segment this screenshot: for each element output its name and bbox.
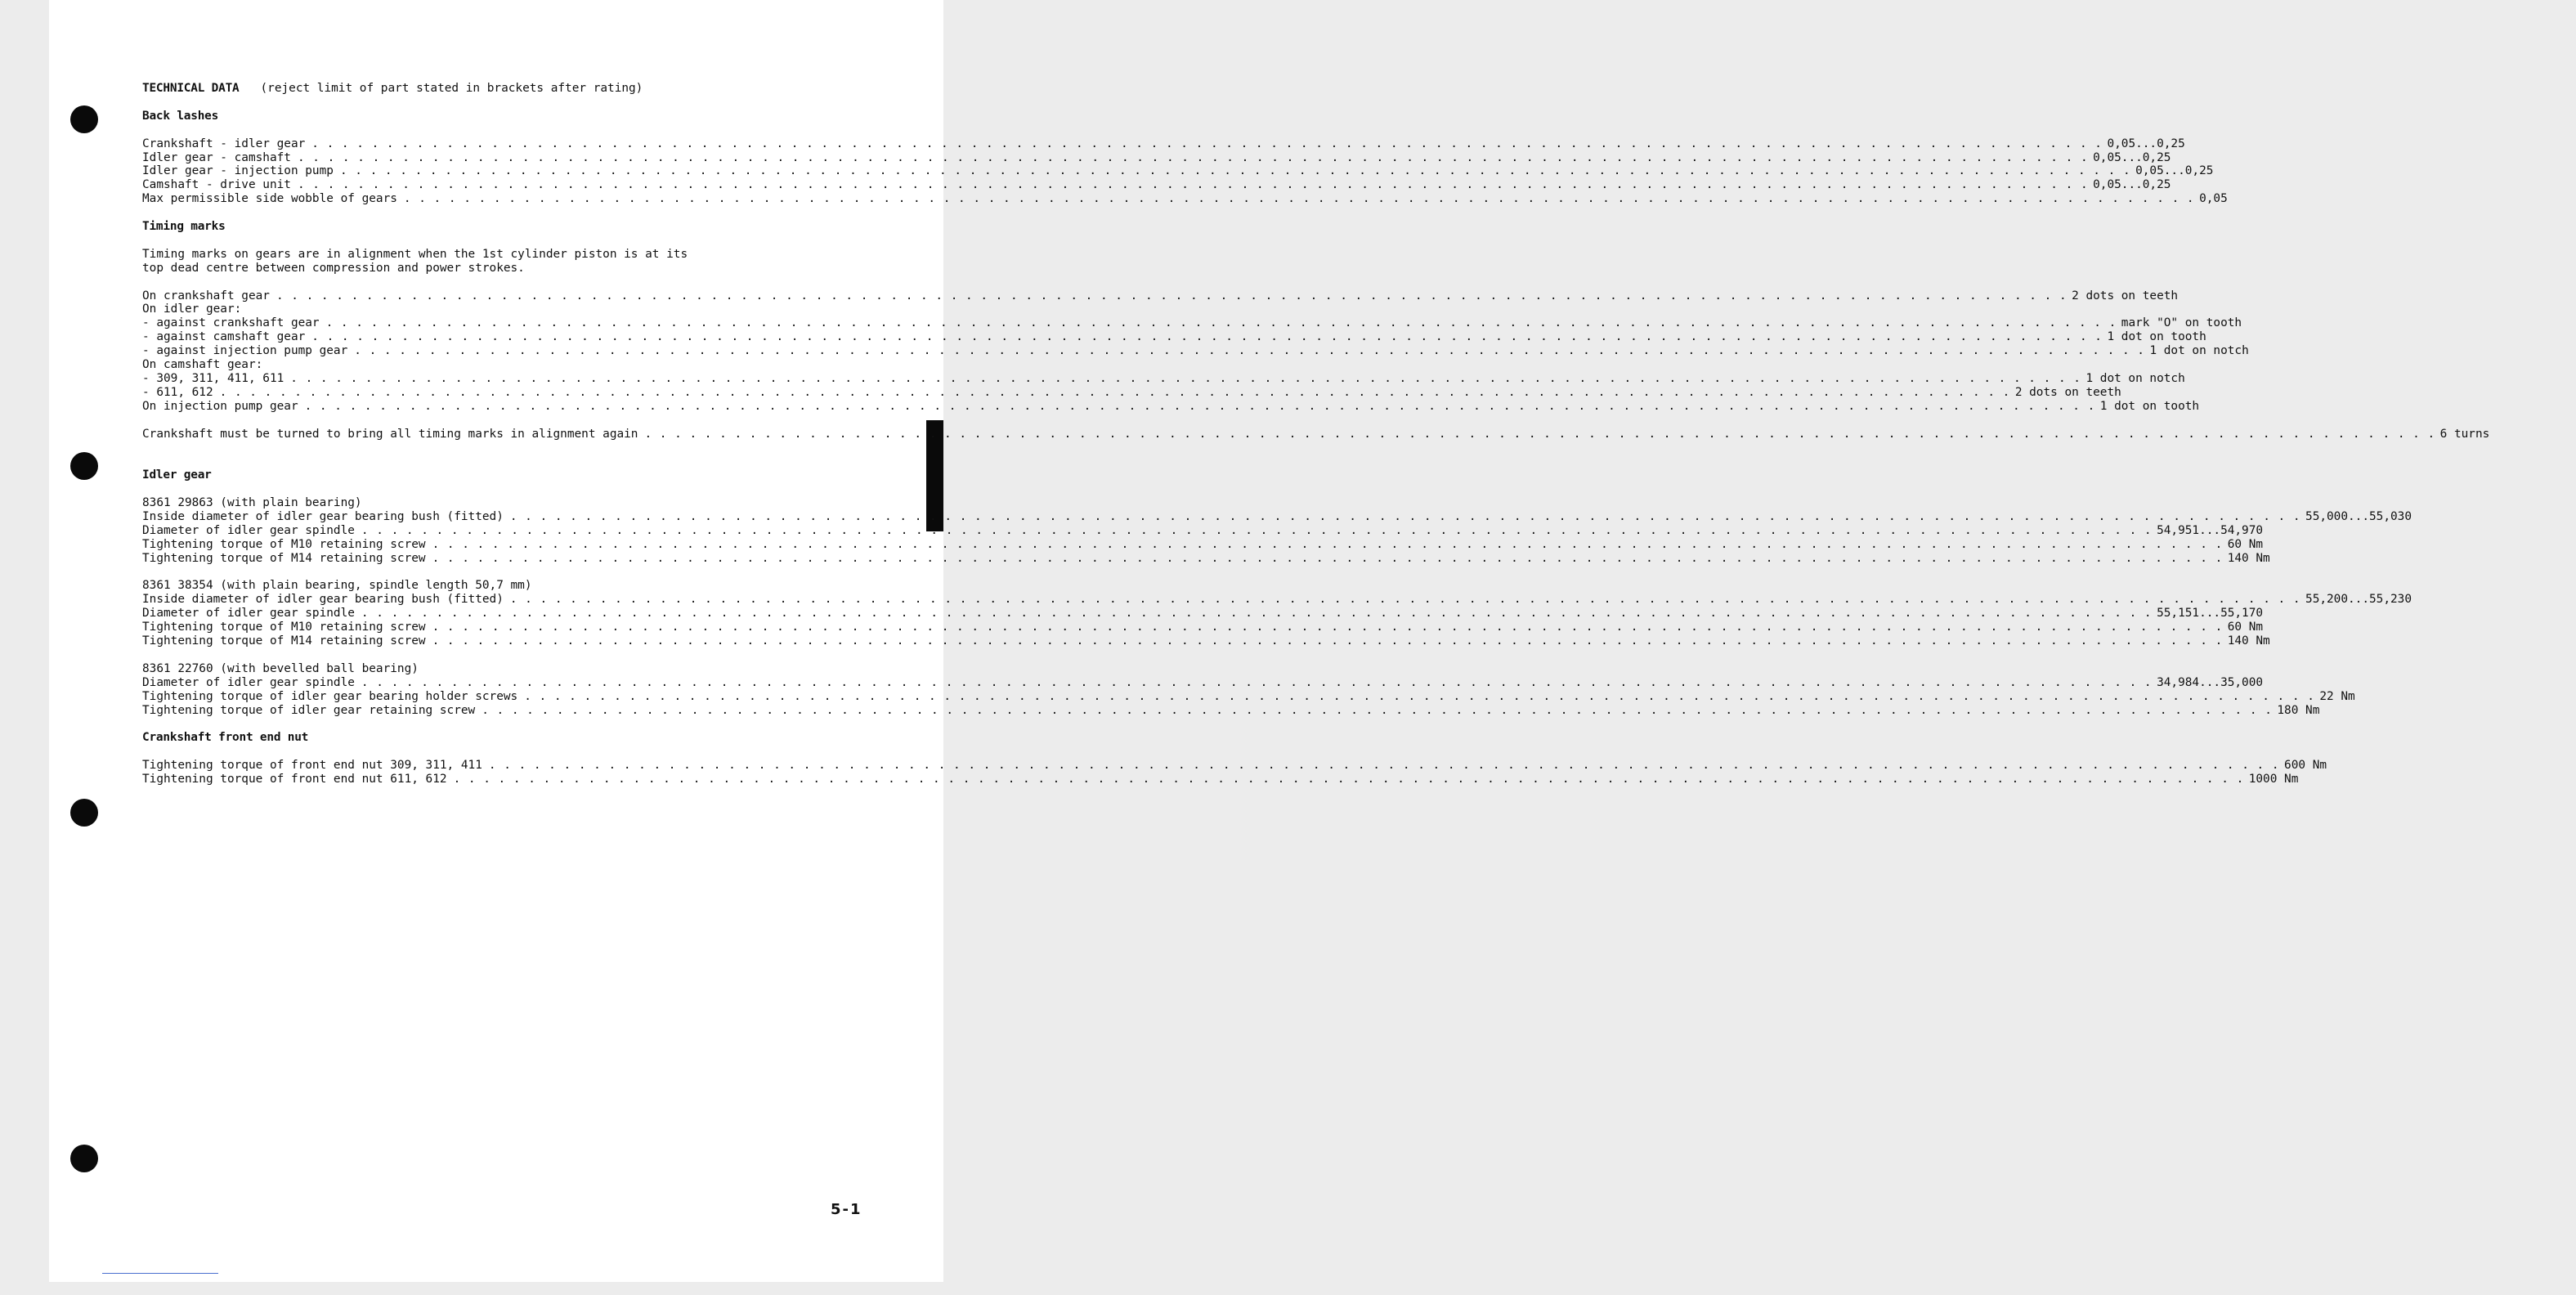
spec-value: 60 Nm (2227, 537, 2264, 551)
spec-value: 0,05...0,25 (2093, 178, 2171, 192)
spec-label: Tightening torque of M10 retaining screw (142, 537, 426, 551)
spec-row (142, 178, 2171, 192)
dot-leader: . . . . . . . . . . . . . . . . . . . . . . . . . . . . . . . . . . . . . . . . . . . . . . . . . . . . . . . . . . . . . . . . . . . . . . . . . . . . . . . . . . . . . . . . . . . . . . . . . . . . . . . . . . . . . . . . . . . . . . . . (304, 399, 2095, 413)
dot-leader: . . . . . . . . . . . . . . . . . . . . . . . . . . . . . . . . . . . . . . . . . . . . . . . . . . . . . . . . . . . . . . . . . . . . . . . . . . . . . . . . . . . . . . . . . . . . . . . . . . . . . . . . . . . . . . . . . . . . . . . . (361, 607, 2153, 621)
part-number-line: 8361 22760 (with bevelled ball bearing) (142, 661, 419, 675)
spec-row (142, 593, 2412, 607)
spec-label: Diameter of idler gear spindle (142, 523, 355, 537)
spec-row (142, 523, 2264, 538)
spec-value: 0,05...0,25 (2093, 150, 2171, 164)
spec-row (142, 399, 2200, 414)
spec-row (142, 344, 2249, 358)
spec-value: 1000 Nm (2248, 773, 2299, 786)
dot-leader: . . . . . . . . . . . . . . . . . . . . . . . . . . . . . . . . . . . . . . . . . . . . . . . . . . . . . . . . . . . . . . . . . . . . . . . . . . . . . . . . . . . . . . . . . . . . . . . . . . . . . . . . . . . . . . . . . . . . . . . . (482, 703, 2273, 717)
binder-hole (70, 799, 98, 827)
spec-value: 22 Nm (2319, 689, 2355, 703)
part-number-line: 8361 29863 (with plain bearing) (142, 496, 362, 510)
spec-row (142, 689, 2355, 704)
spec-label: Diameter of idler gear spindle (142, 675, 355, 689)
spec-row (142, 537, 2264, 552)
part-number-line: 8361 38354 (with plain bearing, spindle length 50,7 mm) (142, 579, 532, 593)
dot-leader: . . . . . . . . . . . . . . . . . . . . . . . . . . . . . . . . . . . . . . . . . . . . . . . . . . . . . . . . . . . . . . . . . . . . . . . . . . . . . . . . . . . . . . . . . . . . . . . . . . . . . . . . . . . . . . . . . . . . . . . . (276, 289, 2068, 302)
dot-leader: . . . . . . . . . . . . . . . . . . . . . . . . . . . . . . . . . . . . . . . . . . . . . . . . . . . . . . . . . . . . . . . . . . . . . . . . . . . . . . . . . . . . . . . . . . . . . . . . . . . . . . . . . . . . . . . . . . . . . . . . (432, 551, 2223, 565)
dot-leader: . . . . . . . . . . . . . . . . . . . . . . . . . . . . . . . . . . . . . . . . . . . . . . . . . . . . . . . . . . . . . . . . . . . . . . . . . . . . . . . . . . . . . . . . . . . . . . . . . . . . . . . . . . . . . . . . . . . . . . . . (361, 523, 2153, 537)
spec-label: Idler gear - camshaft (142, 150, 291, 164)
spec-value: 0,05...0,25 (2107, 137, 2185, 150)
section-heading-crankshaft-nut: Crankshaft front end nut (142, 731, 309, 745)
spec-value: 6 turns (2439, 427, 2490, 441)
dot-leader: . . . . . . . . . . . . . . . . . . . . . . . . . . . . . . . . . . . . . . . . . . . . . . . . . . . . . . . . . . . . . . . . . . . . . . . . . . . . . . . . . . . . . . . . . . . . . . . . . . . . . . . . . . . . . . . . . . . . . . . . (432, 537, 2223, 551)
spec-label: - 309, 311, 411, 611 (142, 371, 284, 385)
spec-value: 55,200...55,230 (2305, 593, 2412, 607)
binder-hole (70, 1145, 98, 1172)
spec-label: Diameter of idler gear spindle (142, 607, 355, 621)
page-number: 5-1 (831, 1201, 862, 1218)
document-header (142, 82, 862, 96)
dot-leader: . . . . . . . . . . . . . . . . . . . . . . . . . . . . . . . . . . . . . . . . . . . . . . . . . . . . . . . . . . . . . . . . . . . . . . . . . . . . . . . . . . . . . . . . . . . . . . . . . . . . . . . . . . . . . . . . . . . . . . . . (361, 675, 2153, 689)
binder-hole (70, 452, 98, 480)
spec-label: Tightening torque of M10 retaining screw (142, 621, 426, 634)
spec-value: 1 dot on tooth (2107, 330, 2206, 344)
spec-row (142, 164, 2214, 178)
spec-value: 1 dot on notch (2149, 344, 2249, 358)
spec-label: Tightening torque of front end nut 309, 311, 411 (142, 759, 482, 773)
spec-value: 1 dot on notch (2085, 371, 2185, 385)
dot-leader: . . . . . . . . . . . . . . . . . . . . . . . . . . . . . . . . . . . . . . . . . . . . . . . . . . . . . . . . . . . . . . . . . . . . . . . . . . . . . . . . . . . . . . . . . . . . . . . . . . . . . . . . . . . . . . . . . . . . . . . . (339, 164, 2131, 178)
spec-label: On crankshaft gear (142, 289, 270, 302)
spec-row (142, 509, 2412, 524)
spec-label: - against crankshaft gear (142, 316, 320, 330)
spec-label: Tightening torque of front end nut 611, 612 (142, 773, 447, 786)
spec-row (142, 137, 2185, 151)
dot-leader: . . . . . . . . . . . . . . . . . . . . . . . . . . . . . . . . . . . . . . . . . . . . . . . . . . . . . . . . . . . . . . . . . . . . . . . . . . . . . . . . . . . . . . . . . . . . . . . . . . . . . . . . . . . . . . . . . . . . . . . . (290, 371, 2081, 385)
dot-leader: . . . . . . . . . . . . . . . . . . . . . . . . . . . . . . . . . . . . . . . . . . . . . . . . . . . . . . . . . . . . . . . . . . . . . . . . . . . . . . . . . . . . . . . . . . . . . . . . . . . . . . . . . . . . . . . . . . . . . . . . (325, 316, 2117, 330)
spec-label: Camshaft - drive unit (142, 178, 291, 192)
spec-value: 2 dots on teeth (2014, 385, 2121, 399)
spec-row (142, 330, 2206, 344)
dot-leader: . . . . . . . . . . . . . . . . . . . . . . . . . . . . . . . . . . . . . . . . . . . . . . . . . . . . . . . . . . . . . . . . . . . . . . . . . . . . . . . . . . . . . . . . . . . . . . . . . . . . . . . . . . . . . . . . . . . . . . . . (297, 150, 2089, 164)
spec-value: mark "O" on tooth (2121, 316, 2242, 330)
spec-label: Tightening torque of M14 retaining screw (142, 551, 426, 565)
spec-row (142, 607, 2264, 621)
subgroup-label: On idler gear: (142, 302, 242, 316)
spec-label: Inside diameter of idler gear bearing bush (fitted) (142, 593, 504, 607)
spec-row (142, 371, 2185, 386)
spec-label: Crankshaft - idler gear (142, 137, 306, 150)
document-body (142, 82, 2490, 786)
dot-leader: . . . . . . . . . . . . . . . . . . . . . . . . . . . . . . . . . . . . . . . . . . . . . . . . . . . . . . . . . . . . . . . . . . . . . . . . . . . . . . . . . . . . . . . . . . . . . . . . . . . . . . . . . . . . . . . . . . . . . . . . (311, 137, 2103, 150)
paragraph-line: top dead centre between compression and power strokes. (142, 261, 525, 275)
dot-leader: . . . . . . . . . . . . . . . . . . . . . . . . . . . . . . . . . . . . . . . . . . . . . . . . . . . . . . . . . . . . . . . . . . . . . . . . . . . . . . . . . . . . . . . . . . . . . . . . . . . . . . . . . . . . . . . . . . . . . . . . (432, 621, 2223, 634)
spec-row (142, 427, 2490, 441)
dot-leader: . . . . . . . . . . . . . . . . . . . . . . . . . . . . . . . . . . . . . . . . . . . . . . . . . . . . . . . . . . . . . . . . . . . . . . . . . . . . . . . . . . . . . . . . . . . . . . . . . . . . . . . . . . . . . . . . . . . . . . . . (488, 759, 2280, 773)
spec-row (142, 150, 2171, 165)
spec-value: 54,951...54,970 (2157, 523, 2264, 537)
spec-label: Inside diameter of idler gear bearing bush (fitted) (142, 509, 504, 523)
spec-label: Max permissible side wobble of gears (142, 192, 397, 206)
document-subtitle: (reject limit of part stated in brackets after rating) (260, 82, 643, 95)
spec-label: Tightening torque of idler gear bearing holder screws (142, 689, 518, 703)
section-heading-back-lashes: Back lashes (142, 109, 219, 123)
spec-row (142, 385, 2121, 400)
section-heading-timing-marks: Timing marks (142, 220, 226, 234)
spec-row (142, 621, 2264, 634)
spec-value: 600 Nm (2284, 759, 2327, 773)
spec-value: 34,984...35,000 (2157, 675, 2264, 689)
spec-value: 55,000...55,030 (2305, 509, 2412, 523)
spec-label: Crankshaft must be turned to bring all timing marks in alignment again (142, 427, 638, 441)
section-heading-idler-gear: Idler gear (142, 468, 212, 482)
spec-value: 0,05 (2199, 192, 2228, 206)
spec-row (142, 703, 2320, 718)
spec-row (142, 759, 2327, 773)
spec-value: 180 Nm (2277, 703, 2320, 717)
dot-leader: . . . . . . . . . . . . . . . . . . . . . . . . . . . . . . . . . . . . . . . . . . . . . . . . . . . . . . . . . . . . . . . . . . . . . . . . . . . . . . . . . . . . . . . . . . . . . . . . . . . . . . . . . . . . . . . . . . . . . . . . (219, 385, 2010, 399)
subgroup-label: On camshaft gear: (142, 358, 263, 372)
bottom-link-underline (102, 1273, 218, 1274)
spec-value: 140 Nm (2227, 551, 2270, 565)
dot-leader: . . . . . . . . . . . . . . . . . . . . . . . . . . . . . . . . . . . . . . . . . . . . . . . . . . . . . . . . . . . . . . . . . . . . . . . . . . . . . . . . . . . . . . . . . . . . . . . . . . . . . . . . . . . . . . . . . . . . . . . . (311, 330, 2103, 344)
dot-leader: . . . . . . . . . . . . . . . . . . . . . . . . . . . . . . . . . . . . . . . . . . . . . . . . . . . . . . . . . . . . . . . . . . . . . . . . . . . . . . . . . . . . . . . . . . . . . . . . . . . . . . . . . . . . . . . . . . . . . . . . (509, 509, 2301, 523)
paragraph-line: Timing marks on gears are in alignment when the 1st cylinder piston is at its (142, 247, 688, 261)
spec-value: 55,151...55,170 (2157, 607, 2264, 621)
spec-label: Tightening torque of idler gear retaining screw (142, 703, 476, 717)
dot-leader: . . . . . . . . . . . . . . . . . . . . . . . . . . . . . . . . . . . . . . . . . . . . . . . . . . . . . . . . . . . . . . . . . . . . . . . . . . . . . . . . . . . . . . . . . . . . . . . . . . . . . . . . . . . . . . . . . . . . . . . . (403, 192, 2195, 206)
spec-label: - 611, 612 (142, 385, 213, 399)
spec-row (142, 675, 2264, 690)
spec-label: Idler gear - injection pump (142, 164, 334, 178)
spec-row (142, 192, 2228, 206)
dot-leader: . . . . . . . . . . . . . . . . . . . . . . . . . . . . . . . . . . . . . . . . . . . . . . . . . . . . . . . . . . . . . . . . . . . . . . . . . . . . . . . . . . . . . . . . . . . . . . . . . . . . . . . . . . . . . . . . . . . . . . . . (354, 344, 2145, 358)
spec-value: 140 Nm (2227, 634, 2270, 648)
document-title: TECHNICAL DATA (142, 82, 240, 95)
dot-leader: . . . . . . . . . . . . . . . . . . . . . . . . . . . . . . . . . . . . . . . . . . . . . . . . . . . . . . . . . . . . . . . . . . . . . . . . . . . . . . . . . . . . . . . . . . . . . . . . . . . . . . . . . . . . . . . . . . . . . . . . (509, 593, 2301, 607)
spec-label: - against injection pump gear (142, 344, 348, 358)
spec-value: 60 Nm (2227, 621, 2264, 634)
dot-leader: . . . . . . . . . . . . . . . . . . . . . . . . . . . . . . . . . . . . . . . . . . . . . . . . . . . . . . . . . . . . . . . . . . . . . . . . . . . . . . . . . . . . . . . . . . . . . . . . . . . . . . . . . . . . . . . . . . . . . . . . (432, 634, 2223, 648)
dot-leader: . . . . . . . . . . . . . . . . . . . . . . . . . . . . . . . . . . . . . . . . . . . . . . . . . . . . . . . . . . . . . . . . . . . . . . . . . . . . . . . . . . . . . . . . . . . . . . . . . . . . . . . . . . . . . . . . . . . . . . . . (453, 773, 2244, 786)
spec-label: - against camshaft gear (142, 330, 306, 344)
spec-row (142, 316, 2242, 330)
dot-leader: . . . . . . . . . . . . . . . . . . . . . . . . . . . . . . . . . . . . . . . . . . . . . . . . . . . . . . . . . . . . . . . . . . . . . . . . . . . . . . . . . . . . . . . . . . . . . . . . . . . . . . . . . . . . . . . . . . . . . . . . (644, 427, 2435, 441)
spec-label: On injection pump gear (142, 399, 298, 413)
spec-row (142, 289, 2179, 303)
spec-label: Tightening torque of M14 retaining screw (142, 634, 426, 648)
dot-leader: . . . . . . . . . . . . . . . . . . . . . . . . . . . . . . . . . . . . . . . . . . . . . . . . . . . . . . . . . . . . . . . . . . . . . . . . . . . . . . . . . . . . . . . . . . . . . . . . . . . . . . . . . . . . . . . . . . . . . . . . (297, 178, 2089, 192)
spec-row (142, 551, 2270, 566)
spec-value: 0,05...0,25 (2135, 164, 2214, 178)
binder-hole (70, 105, 98, 133)
spec-value: 2 dots on teeth (2072, 289, 2179, 302)
spec-row (142, 634, 2270, 648)
dot-leader: . . . . . . . . . . . . . . . . . . . . . . . . . . . . . . . . . . . . . . . . . . . . . . . . . . . . . . . . . . . . . . . . . . . . . . . . . . . . . . . . . . . . . . . . . . . . . . . . . . . . . . . . . . . . . . . . . . . . . . . . (524, 689, 2315, 703)
spec-value: 1 dot on tooth (2099, 399, 2200, 413)
spec-row (142, 773, 2299, 786)
